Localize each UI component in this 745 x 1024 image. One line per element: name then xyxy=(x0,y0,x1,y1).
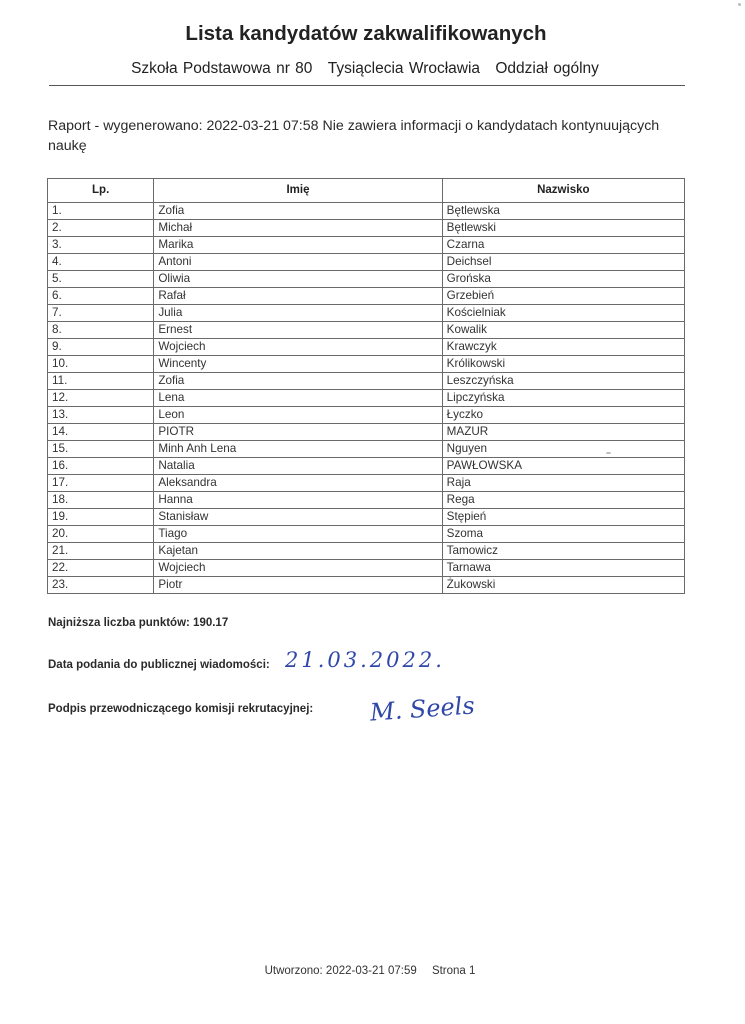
row-nazwisko: PAWŁOWSKA xyxy=(442,458,684,475)
row-nazwisko: Grzebień xyxy=(442,288,684,305)
table-row xyxy=(48,220,685,237)
table-row xyxy=(48,390,685,407)
row-imie: Wojciech xyxy=(154,560,442,577)
row-nazwisko: MAZUR xyxy=(442,424,684,441)
min-points-label: Najniższa liczba punktów: 190.17 xyxy=(48,617,229,629)
row-nazwisko: Rega xyxy=(442,492,684,509)
column-header-lp: Lp. xyxy=(48,179,154,203)
row-imie: PIOTR xyxy=(154,424,442,441)
column-header-nazwisko: Nazwisko xyxy=(442,179,684,203)
table-row xyxy=(48,237,685,254)
row-lp: 17. xyxy=(48,475,154,492)
row-imie: Piotr xyxy=(154,577,442,594)
table-row xyxy=(48,203,685,220)
row-nazwisko: Nguyen xyxy=(442,441,684,458)
table-row xyxy=(48,254,685,271)
row-lp: 12. xyxy=(48,390,154,407)
row-imie: Minh Anh Lena xyxy=(154,441,442,458)
row-imie: Zofia xyxy=(154,373,442,390)
row-lp: 22. xyxy=(48,560,154,577)
document-subtitle xyxy=(0,60,730,78)
row-nazwisko: Bętlewski xyxy=(442,220,684,237)
table-row xyxy=(48,509,685,526)
row-lp: 5. xyxy=(48,271,154,288)
table-body xyxy=(48,203,685,594)
page-number: Strona 1 xyxy=(431,965,476,977)
table-row xyxy=(48,577,685,594)
publication-date-handwritten: 21.03.2022. xyxy=(285,648,445,672)
row-lp: 16. xyxy=(48,458,154,475)
row-imie: Oliwia xyxy=(154,271,442,288)
row-lp: 19. xyxy=(48,509,154,526)
row-lp: 18. xyxy=(48,492,154,509)
table-row xyxy=(48,526,685,543)
created-timestamp: Utworzono: 2022-03-21 07:59 xyxy=(264,965,417,977)
table-row xyxy=(48,356,685,373)
row-imie: Kajetan xyxy=(154,543,442,560)
column-header-imie: Imię xyxy=(154,179,442,203)
row-lp: 7. xyxy=(48,305,154,322)
header-divider xyxy=(49,85,685,86)
table-header-row xyxy=(48,179,685,203)
row-imie: Antoni xyxy=(154,254,442,271)
candidates-table xyxy=(47,178,685,594)
row-lp: 9. xyxy=(48,339,154,356)
table-row xyxy=(48,475,685,492)
row-nazwisko: Żukowski xyxy=(442,577,684,594)
row-nazwisko: Czarna xyxy=(442,237,684,254)
row-nazwisko: Stępień xyxy=(442,509,684,526)
signature-label: Podpis przewodniczącego komisji rekrutacyjnej: xyxy=(48,703,314,715)
row-lp: 4. xyxy=(48,254,154,271)
row-lp: 21. xyxy=(48,543,154,560)
document-title: Lista kandydatów zakwalifikowanych xyxy=(185,22,547,45)
row-nazwisko: Deichsel xyxy=(442,254,684,271)
row-imie: Lena xyxy=(154,390,442,407)
row-imie: Hanna xyxy=(154,492,442,509)
row-imie: Rafał xyxy=(154,288,442,305)
table-row xyxy=(48,441,685,458)
school-division: Oddział ogólny xyxy=(495,60,599,77)
row-imie: Wincenty xyxy=(154,356,442,373)
school-name: Szkoła Podstawowa nr 80 xyxy=(131,60,313,77)
table-row xyxy=(48,373,685,390)
row-lp: 15. xyxy=(48,441,154,458)
row-imie: Leon xyxy=(154,407,442,424)
row-lp: 2. xyxy=(48,220,154,237)
scan-speck xyxy=(606,452,611,454)
table-row xyxy=(48,322,685,339)
school-patron: Tysiąclecia Wrocławia xyxy=(327,60,481,77)
row-nazwisko: Szoma xyxy=(442,526,684,543)
table-row xyxy=(48,305,685,322)
publication-date-label: Data podania do publicznej wiadomości: xyxy=(48,659,270,671)
row-imie: Julia xyxy=(154,305,442,322)
table-row xyxy=(48,271,685,288)
row-imie: Ernest xyxy=(154,322,442,339)
row-nazwisko: Kościelniak xyxy=(442,305,684,322)
row-lp: 10. xyxy=(48,356,154,373)
table-row xyxy=(48,407,685,424)
table-row xyxy=(48,288,685,305)
row-imie: Zofia xyxy=(154,203,442,220)
row-lp: 8. xyxy=(48,322,154,339)
row-nazwisko: Królikowski xyxy=(442,356,684,373)
table-row xyxy=(48,560,685,577)
row-imie: Tiago xyxy=(154,526,442,543)
row-imie: Natalia xyxy=(154,458,442,475)
row-nazwisko: Grońska xyxy=(442,271,684,288)
scan-speck xyxy=(738,3,741,6)
row-lp: 3. xyxy=(48,237,154,254)
row-nazwisko: Łyczko xyxy=(442,407,684,424)
row-lp: 14. xyxy=(48,424,154,441)
chairman-signature: M. Seels xyxy=(369,691,476,727)
table-row xyxy=(48,424,685,441)
row-nazwisko: Tarnawa xyxy=(442,560,684,577)
row-lp: 23. xyxy=(48,577,154,594)
row-imie: Marika xyxy=(154,237,442,254)
table-row xyxy=(48,339,685,356)
table-row xyxy=(48,543,685,560)
table-row xyxy=(48,492,685,509)
report-note: Raport - wygenerowano: 2022-03-21 07:58 Nie zawiera informacji o kandydatach kontynuujących naukę xyxy=(48,118,660,154)
page-footer xyxy=(0,965,740,977)
row-imie: Michał xyxy=(154,220,442,237)
row-lp: 6. xyxy=(48,288,154,305)
row-imie: Stanisław xyxy=(154,509,442,526)
row-nazwisko: Raja xyxy=(442,475,684,492)
row-imie: Wojciech xyxy=(154,339,442,356)
row-nazwisko: Kowalik xyxy=(442,322,684,339)
row-lp: 1. xyxy=(48,203,154,220)
row-nazwisko: Lipczyńska xyxy=(442,390,684,407)
row-lp: 11. xyxy=(48,373,154,390)
row-imie: Aleksandra xyxy=(154,475,442,492)
row-lp: 20. xyxy=(48,526,154,543)
row-nazwisko: Krawczyk xyxy=(442,339,684,356)
row-nazwisko: Leszczyńska xyxy=(442,373,684,390)
row-lp: 13. xyxy=(48,407,154,424)
row-nazwisko: Tamowicz xyxy=(442,543,684,560)
table-row xyxy=(48,458,685,475)
row-nazwisko: Bętlewska xyxy=(442,203,684,220)
